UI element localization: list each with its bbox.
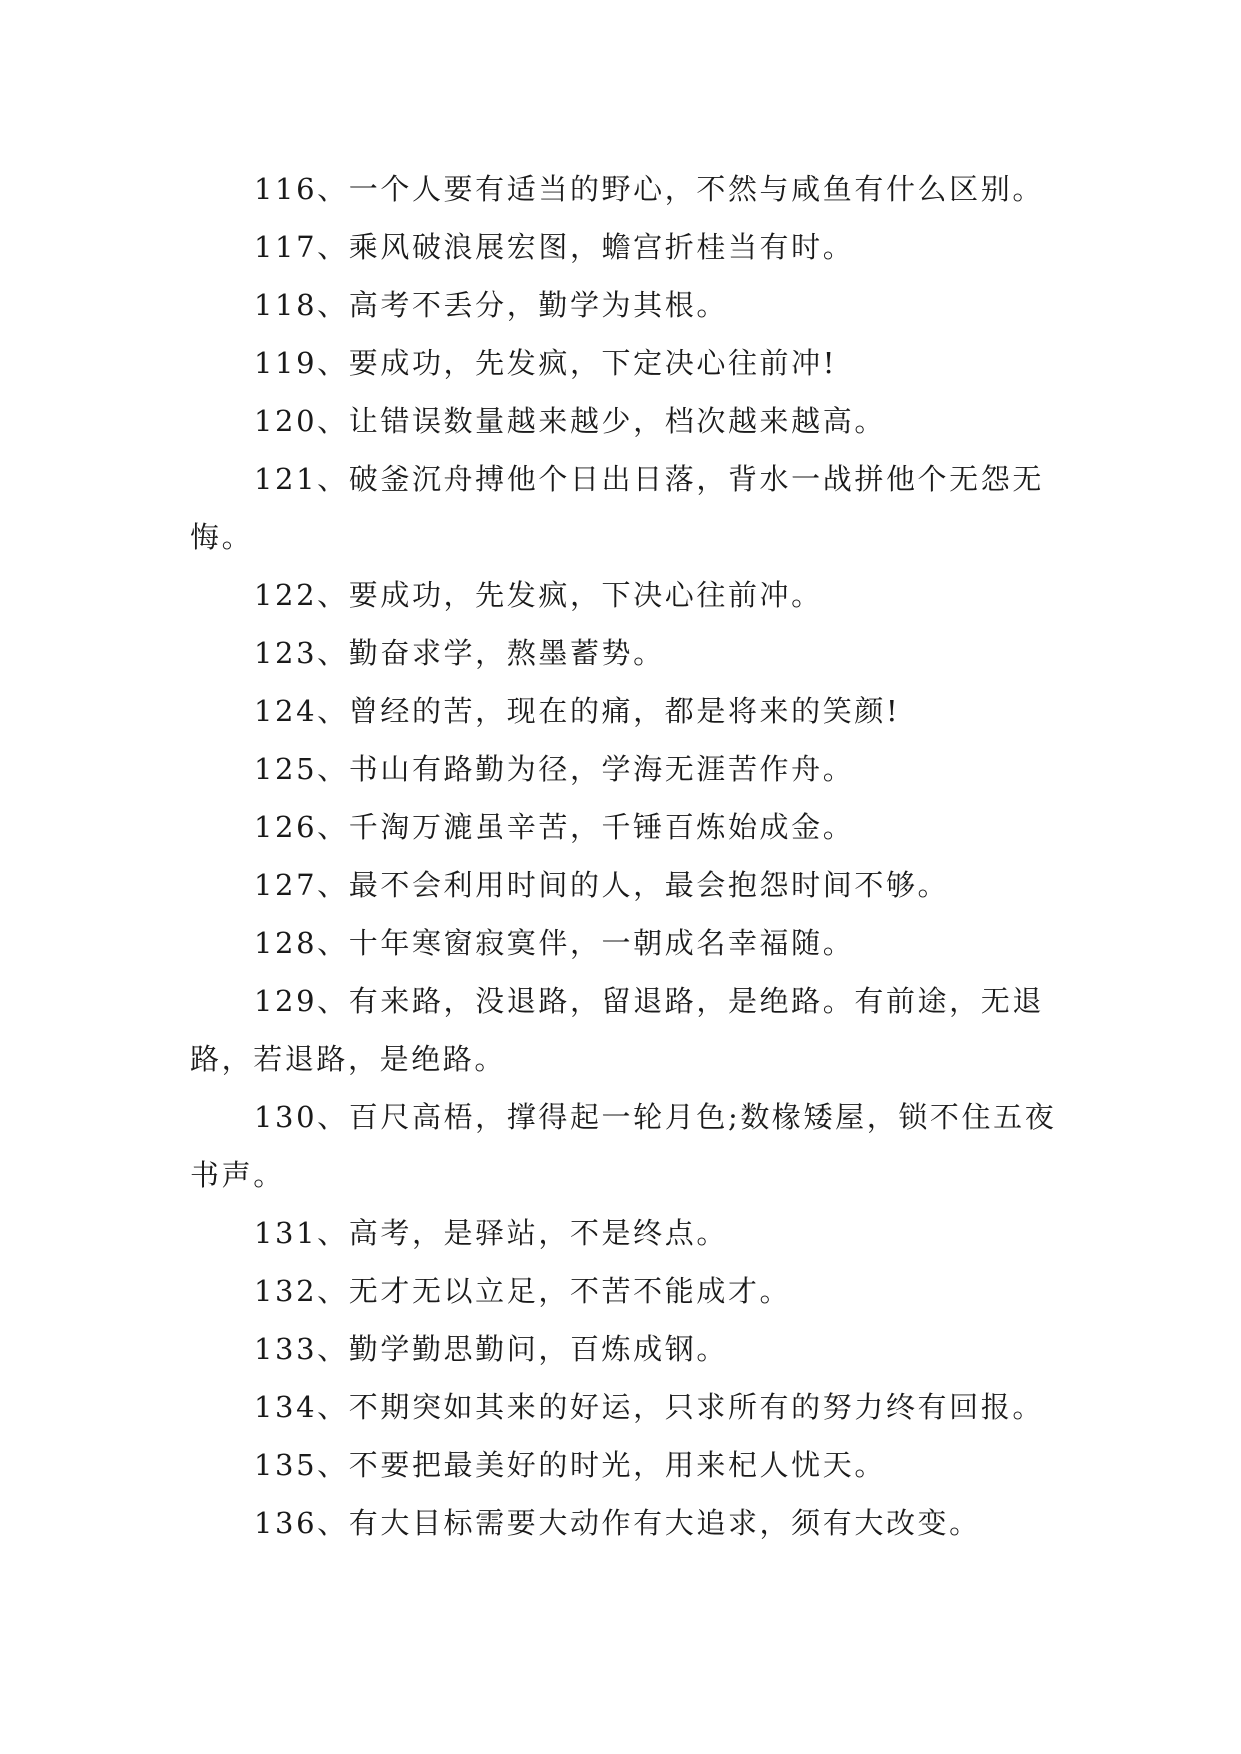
paragraph-117: 117、乘风破浪展宏图，蟾宫折桂当有时。 <box>254 230 855 264</box>
paragraph-136: 136、有大目标需要大动作有大追求，须有大改变。 <box>254 1506 981 1540</box>
paragraph-124: 124、曾经的苦，现在的痛，都是将来的笑颜! <box>254 694 901 728</box>
paragraph-122: 122、要成功，先发疯，下决心往前冲。 <box>254 578 823 612</box>
paragraph-129: 129、有来路，没退路，留退路，是绝路。有前途，无退路，若退路，是绝路。 <box>190 984 1044 1076</box>
paragraph-126: 126、千淘万漉虽辛苦，千锤百炼始成金。 <box>254 810 855 844</box>
paragraph-120: 120、让错误数量越来越少，档次越来越高。 <box>254 404 886 438</box>
paragraph-121: 121、破釜沉舟搏他个日出日落，背水一战拼他个无怨无悔。 <box>190 462 1044 554</box>
paragraph-125: 125、书山有路勤为径，学海无涯苦作舟。 <box>254 752 855 786</box>
paragraph-128: 128、十年寒窗寂寞伴，一朝成名幸福随。 <box>254 926 855 960</box>
paragraph-133: 133、勤学勤思勤问，百炼成钢。 <box>254 1332 728 1366</box>
paragraph-134: 134、不期突如其来的好运，只求所有的努力终有回报。 <box>254 1390 1044 1424</box>
paragraph-119: 119、要成功，先发疯，下定决心往前冲! <box>254 346 838 380</box>
paragraph-123: 123、勤奋求学，熬墨蓄势。 <box>254 636 665 670</box>
paragraph-127: 127、最不会利用时间的人，最会抱怨时间不够。 <box>254 868 950 902</box>
document-body <box>190 160 1070 1552</box>
paragraph-118: 118、高考不丢分，勤学为其根。 <box>254 288 728 322</box>
paragraph-130: 130、百尺高梧，撑得起一轮月色;数椽矮屋，锁不住五夜书声。 <box>190 1100 1057 1192</box>
paragraph-131: 131、高考，是驿站，不是终点。 <box>254 1216 728 1250</box>
paragraph-132: 132、无才无以立足，不苦不能成才。 <box>254 1274 792 1308</box>
paragraph-135: 135、不要把最美好的时光，用来杞人忧天。 <box>254 1448 886 1482</box>
paragraph-116: 116、一个人要有适当的野心，不然与咸鱼有什么区别。 <box>254 172 1044 206</box>
